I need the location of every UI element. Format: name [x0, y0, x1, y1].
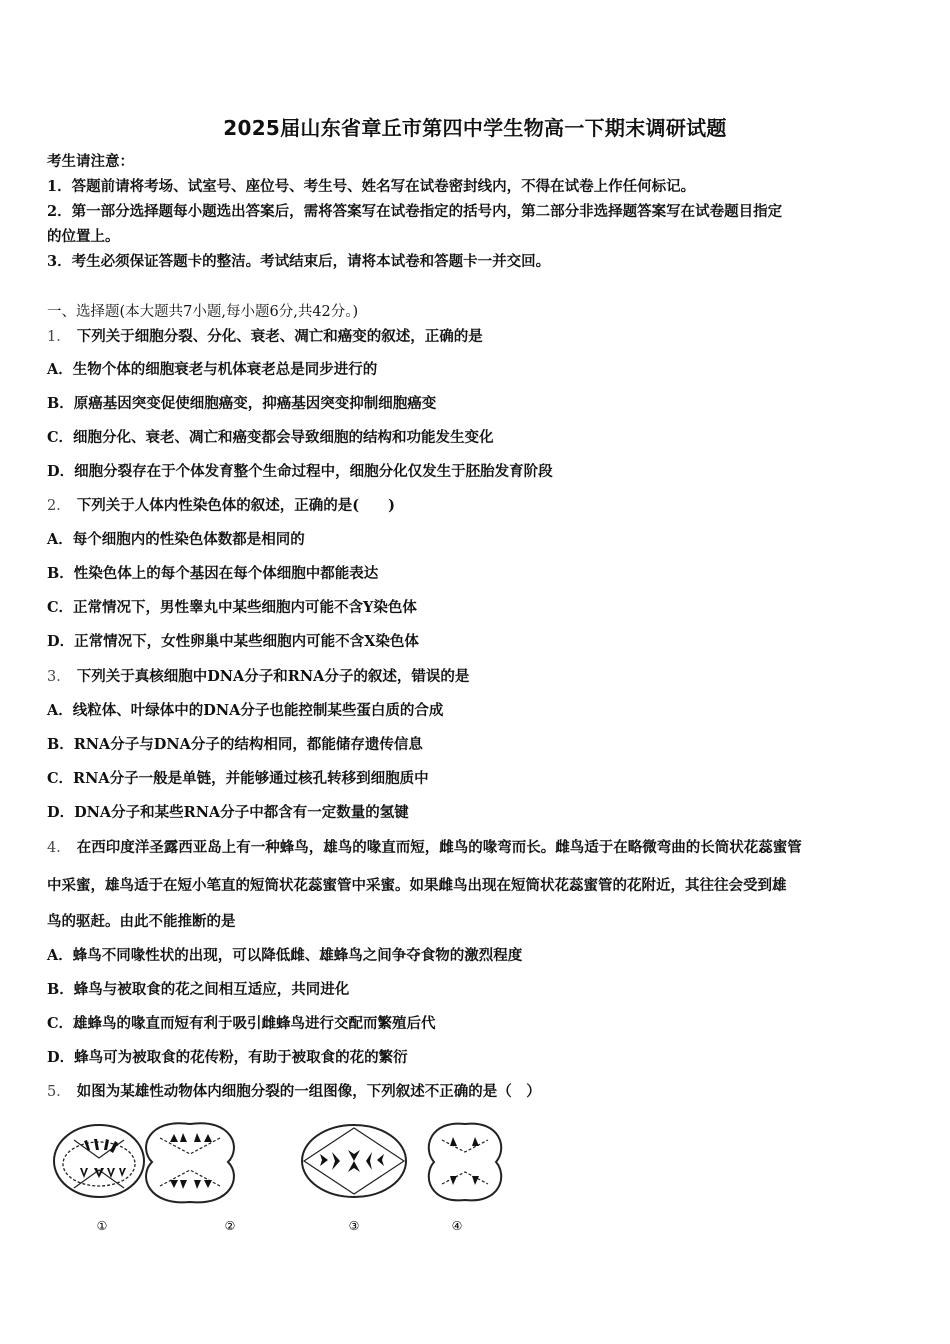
- figure-label: ①: [96, 1219, 108, 1233]
- question-text: 下列关于细胞分裂、分化、衰老、凋亡和癌变的叙述，正确的是: [76, 328, 483, 345]
- option[interactable]: A．每个细胞内的性染色体数都是相同的: [47, 531, 305, 548]
- figure-label: ②: [224, 1219, 236, 1233]
- cell-3: [302, 1125, 406, 1197]
- figure-label: ④: [451, 1219, 463, 1233]
- question-2-stem: [47, 496, 395, 516]
- section-heading: 一、选择题(本大题共7小题,每小题6分,共42分。): [47, 304, 359, 320]
- option[interactable]: A．生物个体的细胞衰老与机体衰老总是同步进行的: [47, 361, 378, 378]
- cell-4: [429, 1124, 501, 1201]
- option[interactable]: A．蜂鸟不同喙性状的出现，可以降低雌、雄蜂鸟之间争夺食物的激烈程度: [47, 947, 523, 964]
- option[interactable]: C．雄蜂鸟的喙直而短有利于吸引雌蜂鸟进行交配而繁殖后代: [47, 1015, 436, 1032]
- option[interactable]: C．细胞分化、衰老、凋亡和癌变都会导致细胞的结构和功能发生变化: [47, 429, 494, 446]
- notice-item: 3．考生必须保证答题卡的整洁。考试结束后，请将本试卷和答题卡一并交回。: [47, 253, 551, 270]
- notice-item: 1．答题前请将考场、试室号、座位号、考生号、姓名写在试卷密封线内，不得在试卷上作任何标记。: [47, 178, 696, 195]
- question-number: 1．: [47, 329, 71, 345]
- notice-heading: 考生请注意：: [47, 153, 134, 170]
- option[interactable]: D．蜂鸟可为被取食的花传粉，有助于被取食的花的繁衍: [47, 1049, 408, 1066]
- cell-1: [54, 1125, 144, 1197]
- notice-item: 的位置上。: [47, 228, 120, 245]
- figure-label: ③: [348, 1219, 360, 1233]
- question-number: 4．: [47, 840, 71, 856]
- option[interactable]: B．蜂鸟与被取食的花之间相互适应，共同进化: [47, 981, 350, 998]
- option[interactable]: A．线粒体、叶绿体中的DNA分子也能控制某些蛋白质的合成: [47, 702, 444, 719]
- cell-2: [146, 1123, 234, 1202]
- question-number: 5．: [47, 1084, 71, 1100]
- question-5-stem: [47, 1082, 541, 1102]
- question-number: 2．: [47, 498, 71, 514]
- question-text: 下列关于人体内性染色体的叙述，正确的是( ): [76, 497, 395, 514]
- notice-item: 2．第一部分选择题每小题选出答案后，需将答案写在试卷指定的括号内，第二部分非选择题答案写在试卷题目指定: [47, 203, 783, 220]
- question-number: 3．: [47, 669, 71, 685]
- question-text: 下列关于真核细胞中DNA分子和RNA分子的叙述，错误的是: [76, 668, 470, 685]
- option[interactable]: B．RNA分子与DNA分子的结构相同，都能储存遗传信息: [47, 736, 423, 753]
- cell-division-figure: [52, 1118, 512, 1238]
- question-4-stem-cont: 鸟的驱赶。由此不能推断的是: [47, 913, 236, 930]
- option[interactable]: B．原癌基因突变促使细胞癌变，抑癌基因突变抑制细胞癌变: [47, 395, 437, 412]
- question-3-stem: [47, 667, 469, 687]
- option[interactable]: C．RNA分子一般是单链，并能够通过核孔转移到细胞质中: [47, 770, 429, 787]
- page-title: 2025届山东省章丘市第四中学生物高一下期末调研试题: [223, 116, 727, 140]
- option[interactable]: D．细胞分裂存在于个体发育整个生命过程中，细胞分化仅发生于胚胎发育阶段: [47, 463, 553, 480]
- option[interactable]: C．正常情况下，男性睾丸中某些细胞内可能不含Y染色体: [47, 599, 417, 616]
- option[interactable]: B．性染色体上的每个基因在每个体细胞中都能表达: [47, 565, 379, 582]
- option[interactable]: D．DNA分子和某些RNA分子中都含有一定数量的氢键: [47, 804, 409, 821]
- question-1-stem: [47, 327, 483, 347]
- option[interactable]: D．正常情况下，女性卵巢中某些细胞内可能不含X染色体: [47, 633, 419, 650]
- question-4-stem: [47, 838, 802, 858]
- question-text: 如图为某雄性动物体内细胞分裂的一组图像，下列叙述不正确的是（ ）: [76, 1083, 541, 1100]
- question-4-stem-cont: 中采蜜，雄鸟适于在短小笔直的短筒状花蕊蜜管中采蜜。如果雌鸟出现在短筒状花蕊蜜管的花附近，其往往会受到雄: [47, 877, 787, 894]
- question-text: 在西印度洋圣露西亚岛上有一种蜂鸟，雄鸟的喙直而短，雌鸟的喙弯而长。雌鸟适于在略微弯曲的长筒状花蕊蜜管: [76, 839, 802, 856]
